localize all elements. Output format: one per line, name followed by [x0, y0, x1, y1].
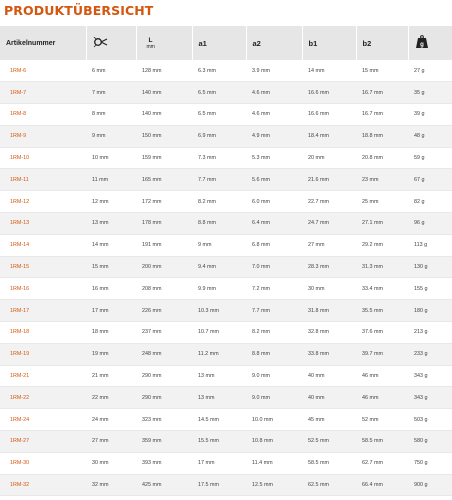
weight-icon: [415, 35, 429, 51]
cell-article-number[interactable]: 1RM-30: [0, 452, 86, 474]
cell-article-number[interactable]: 1RM-17: [0, 300, 86, 322]
table-header-row: [0, 26, 452, 60]
cell-a1: 9.9 mm: [192, 278, 246, 300]
cell-weight: 59 g: [408, 147, 452, 169]
cell-length: 165 mm: [136, 169, 192, 191]
table-row: [0, 343, 452, 365]
cell-wrench-size: 8 mm: [86, 104, 136, 126]
cell-article-number[interactable]: 1RM-12: [0, 191, 86, 213]
cell-article-number[interactable]: 1RM-6: [0, 60, 86, 82]
header-b2: b2: [356, 26, 408, 60]
cell-a2: 4.6 mm: [246, 104, 302, 126]
cell-a1: 6.3 mm: [192, 60, 246, 82]
cell-wrench-size: 11 mm: [86, 169, 136, 191]
cell-weight: 180 g: [408, 300, 452, 322]
cell-weight: 35 g: [408, 82, 452, 104]
cell-b2: 39.7 mm: [356, 343, 408, 365]
cell-article-number[interactable]: 1RM-9: [0, 125, 86, 147]
cell-b1: 16.6 mm: [302, 82, 356, 104]
cell-length: 208 mm: [136, 278, 192, 300]
cell-weight: 82 g: [408, 191, 452, 213]
cell-weight: 503 g: [408, 409, 452, 431]
cell-wrench-size: 6 mm: [86, 60, 136, 82]
cell-weight: 48 g: [408, 125, 452, 147]
cell-length: 393 mm: [136, 452, 192, 474]
cell-b1: 27 mm: [302, 234, 356, 256]
cell-a2: 8.2 mm: [246, 322, 302, 344]
cell-b2: 52 mm: [356, 409, 408, 431]
wrench-size-icon: [93, 36, 109, 50]
cell-article-number[interactable]: 1RM-18: [0, 322, 86, 344]
cell-weight: 96 g: [408, 213, 452, 235]
cell-a1: 7.7 mm: [192, 169, 246, 191]
cell-article-number[interactable]: 1RM-15: [0, 256, 86, 278]
cell-wrench-size: 21 mm: [86, 365, 136, 387]
cell-b2: 15 mm: [356, 60, 408, 82]
cell-length: 359 mm: [136, 431, 192, 453]
cell-weight: 233 g: [408, 343, 452, 365]
cell-b2: 35.5 mm: [356, 300, 408, 322]
cell-length: 425 mm: [136, 474, 192, 496]
cell-weight: 113 g: [408, 234, 452, 256]
cell-b1: 58.5 mm: [302, 452, 356, 474]
cell-wrench-size: 17 mm: [86, 300, 136, 322]
cell-b2: 27.1 mm: [356, 213, 408, 235]
cell-article-number[interactable]: 1RM-21: [0, 365, 86, 387]
cell-b1: 40 mm: [302, 387, 356, 409]
cell-article-number[interactable]: 1RM-24: [0, 409, 86, 431]
cell-weight: 67 g: [408, 169, 452, 191]
cell-a2: 11.4 mm: [246, 452, 302, 474]
table-row: [0, 104, 452, 126]
cell-b1: 22.7 mm: [302, 191, 356, 213]
cell-a1: 11.2 mm: [192, 343, 246, 365]
cell-article-number[interactable]: 1RM-19: [0, 343, 86, 365]
cell-b2: 46 mm: [356, 387, 408, 409]
cell-a2: 6.0 mm: [246, 191, 302, 213]
cell-wrench-size: 30 mm: [86, 452, 136, 474]
header-a1: a1: [192, 26, 246, 60]
table-row: [0, 409, 452, 431]
table-row: [0, 82, 452, 104]
cell-b1: 33.8 mm: [302, 343, 356, 365]
table-row: [0, 365, 452, 387]
cell-b2: 16.7 mm: [356, 104, 408, 126]
cell-a2: 6.8 mm: [246, 234, 302, 256]
table-row: [0, 191, 452, 213]
cell-a1: 6.9 mm: [192, 125, 246, 147]
cell-b2: 37.6 mm: [356, 322, 408, 344]
table-row: [0, 60, 452, 82]
cell-a2: 7.2 mm: [246, 278, 302, 300]
header-article: [0, 26, 86, 60]
header-length: [136, 26, 192, 60]
cell-length: 159 mm: [136, 147, 192, 169]
cell-length: 226 mm: [136, 300, 192, 322]
header-article-label: Artikelnummer: [6, 39, 56, 47]
cell-b2: 20.8 mm: [356, 147, 408, 169]
cell-article-number[interactable]: 1RM-27: [0, 431, 86, 453]
cell-a1: 15.5 mm: [192, 431, 246, 453]
cell-b2: 29.2 mm: [356, 234, 408, 256]
cell-b1: 40 mm: [302, 365, 356, 387]
cell-a2: 5.6 mm: [246, 169, 302, 191]
table-row: [0, 278, 452, 300]
cell-b2: 33.4 mm: [356, 278, 408, 300]
header-a2: a2: [246, 26, 302, 60]
cell-wrench-size: 14 mm: [86, 234, 136, 256]
table-row: [0, 169, 452, 191]
cell-b1: 14 mm: [302, 60, 356, 82]
cell-b1: 20 mm: [302, 147, 356, 169]
header-length-unit: mm: [146, 43, 155, 50]
cell-weight: 155 g: [408, 278, 452, 300]
cell-weight: 750 g: [408, 452, 452, 474]
cell-wrench-size: 7 mm: [86, 82, 136, 104]
cell-length: 150 mm: [136, 125, 192, 147]
cell-article-number[interactable]: 1RM-14: [0, 234, 86, 256]
cell-a1: 13 mm: [192, 387, 246, 409]
cell-b1: 31.8 mm: [302, 300, 356, 322]
cell-wrench-size: 19 mm: [86, 343, 136, 365]
cell-a1: 8.8 mm: [192, 213, 246, 235]
cell-length: 172 mm: [136, 191, 192, 213]
cell-length: 237 mm: [136, 322, 192, 344]
cell-b1: 24.7 mm: [302, 213, 356, 235]
cell-a2: 6.4 mm: [246, 213, 302, 235]
table-row: [0, 300, 452, 322]
header-weight: [408, 26, 452, 60]
cell-wrench-size: 9 mm: [86, 125, 136, 147]
cell-length: 323 mm: [136, 409, 192, 431]
cell-b1: 45 mm: [302, 409, 356, 431]
cell-wrench-size: 18 mm: [86, 322, 136, 344]
cell-b1: 52.5 mm: [302, 431, 356, 453]
cell-article-number[interactable]: 1RM-11: [0, 169, 86, 191]
cell-a2: 4.6 mm: [246, 82, 302, 104]
cell-a1: 14.5 mm: [192, 409, 246, 431]
cell-a2: 4.9 mm: [246, 125, 302, 147]
cell-wrench-size: 16 mm: [86, 278, 136, 300]
cell-wrench-size: 12 mm: [86, 191, 136, 213]
cell-b2: 31.3 mm: [356, 256, 408, 278]
cell-a1: 17 mm: [192, 452, 246, 474]
cell-article-number[interactable]: 1RM-8: [0, 104, 86, 126]
table-row: [0, 213, 452, 235]
cell-article-number[interactable]: 1RM-22: [0, 387, 86, 409]
cell-wrench-size: 22 mm: [86, 387, 136, 409]
table-row: [0, 431, 452, 453]
cell-weight: 900 g: [408, 474, 452, 496]
cell-a2: 7.7 mm: [246, 300, 302, 322]
cell-weight: 39 g: [408, 104, 452, 126]
cell-length: 200 mm: [136, 256, 192, 278]
cell-b2: 25 mm: [356, 191, 408, 213]
cell-a2: 9.0 mm: [246, 387, 302, 409]
cell-a1: 9 mm: [192, 234, 246, 256]
cell-wrench-size: 27 mm: [86, 431, 136, 453]
cell-length: 191 mm: [136, 234, 192, 256]
cell-length: 128 mm: [136, 60, 192, 82]
cell-length: 178 mm: [136, 213, 192, 235]
cell-b1: 18.4 mm: [302, 125, 356, 147]
cell-weight: 27 g: [408, 60, 452, 82]
cell-b1: 32.8 mm: [302, 322, 356, 344]
cell-a1: 17.5 mm: [192, 474, 246, 496]
cell-a1: 7.3 mm: [192, 147, 246, 169]
cell-a1: 10.3 mm: [192, 300, 246, 322]
cell-weight: 580 g: [408, 431, 452, 453]
page-title: PRODUKTÜBERSICHT: [4, 3, 154, 18]
cell-length: 290 mm: [136, 387, 192, 409]
cell-wrench-size: 32 mm: [86, 474, 136, 496]
cell-weight: 343 g: [408, 365, 452, 387]
cell-a1: 9.4 mm: [192, 256, 246, 278]
cell-b2: 66.4 mm: [356, 474, 408, 496]
cell-b2: 23 mm: [356, 169, 408, 191]
cell-b1: 21.6 mm: [302, 169, 356, 191]
product-table: [0, 26, 452, 496]
table-row: [0, 125, 452, 147]
table-row: [0, 256, 452, 278]
cell-a1: 6.5 mm: [192, 104, 246, 126]
cell-a2: 8.8 mm: [246, 343, 302, 365]
cell-a2: 7.0 mm: [246, 256, 302, 278]
cell-wrench-size: 24 mm: [86, 409, 136, 431]
cell-article-number[interactable]: 1RM-7: [0, 82, 86, 104]
cell-weight: 213 g: [408, 322, 452, 344]
header-b1: b1: [302, 26, 356, 60]
cell-article-number[interactable]: 1RM-13: [0, 213, 86, 235]
cell-a1: 8.2 mm: [192, 191, 246, 213]
cell-article-number[interactable]: 1RM-10: [0, 147, 86, 169]
cell-wrench-size: 10 mm: [86, 147, 136, 169]
table-row: [0, 452, 452, 474]
cell-a2: 9.0 mm: [246, 365, 302, 387]
cell-a2: 3.9 mm: [246, 60, 302, 82]
cell-a2: 12.5 mm: [246, 474, 302, 496]
cell-a2: 10.0 mm: [246, 409, 302, 431]
cell-b1: 62.5 mm: [302, 474, 356, 496]
cell-wrench-size: 13 mm: [86, 213, 136, 235]
cell-b2: 46 mm: [356, 365, 408, 387]
weight-icon-letter: g: [419, 42, 424, 48]
table-row: [0, 147, 452, 169]
cell-b1: 28.3 mm: [302, 256, 356, 278]
cell-length: 140 mm: [136, 104, 192, 126]
cell-a1: 10.7 mm: [192, 322, 246, 344]
cell-length: 140 mm: [136, 82, 192, 104]
cell-b1: 16.6 mm: [302, 104, 356, 126]
table-row: [0, 322, 452, 344]
cell-length: 248 mm: [136, 343, 192, 365]
cell-weight: 343 g: [408, 387, 452, 409]
cell-a1: 6.5 mm: [192, 82, 246, 104]
table-row: [0, 387, 452, 409]
table-row: [0, 234, 452, 256]
cell-article-number[interactable]: 1RM-32: [0, 474, 86, 496]
cell-length: 290 mm: [136, 365, 192, 387]
cell-a2: 5.3 mm: [246, 147, 302, 169]
cell-b2: 58.5 mm: [356, 431, 408, 453]
cell-b2: 18.8 mm: [356, 125, 408, 147]
cell-b2: 16.7 mm: [356, 82, 408, 104]
cell-b1: 30 mm: [302, 278, 356, 300]
table-row: [0, 474, 452, 496]
cell-weight: 130 g: [408, 256, 452, 278]
cell-a1: 13 mm: [192, 365, 246, 387]
cell-b2: 62.7 mm: [356, 452, 408, 474]
header-wrench-size: [86, 26, 136, 60]
cell-article-number[interactable]: 1RM-16: [0, 278, 86, 300]
cell-wrench-size: 15 mm: [86, 256, 136, 278]
cell-a2: 10.8 mm: [246, 431, 302, 453]
header-length-label: L: [148, 36, 153, 44]
